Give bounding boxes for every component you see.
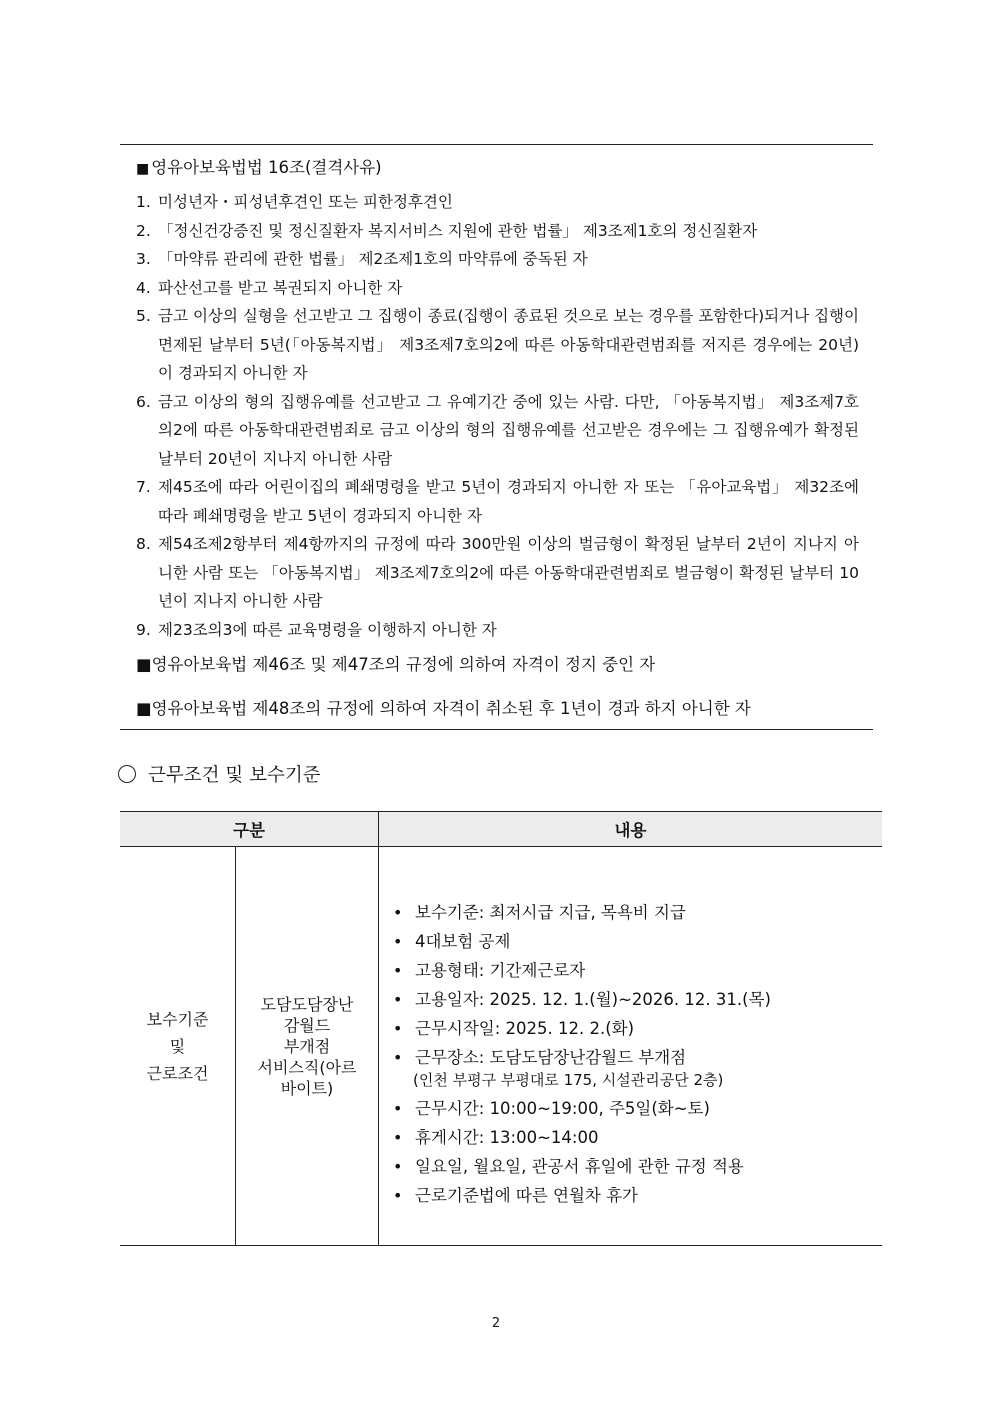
list-item: • 휴게시간: 13:00~14:00 [387, 1123, 881, 1152]
header-category: 구분 [120, 812, 379, 847]
category-cell: 보수기준 및 근로조건 [120, 847, 236, 1246]
bullet-icon: • [393, 1128, 403, 1147]
list-item: • 근로기준법에 따른 연월차 휴가 [387, 1181, 881, 1210]
square-bullet-icon: ■ [136, 161, 150, 177]
revocation-rule: ■영유아보육법 제48조의 규정에 의하여 자격이 취소된 후 1년이 경과 하지 아니한 자 [136, 699, 751, 718]
bullet-icon: • [393, 1186, 403, 1205]
header-content: 내용 [379, 812, 883, 847]
list-item: 5. 금고 이상의 실형을 선고받고 그 집행이 종료(집행이 종료된 것으로 보는 경우를 포함한다)되거나 집행이 면제된 날부터 5년(「아동복지법」 제3조제7호의2에 따른 아동학대관련범죄를 저지른 경우에는 20년)이 경과되지 아니한 자 [136, 307, 859, 382]
suspension-rule: ■영유아보육법 제46조 및 제47조의 규정에 의하여 자격이 정지 중인 자 [136, 655, 656, 674]
bullet-icon: • [393, 1099, 403, 1118]
list-item: 7. 제45조에 따라 어린이집의 폐쇄명령을 받고 5년이 경과되지 아니한 자 또는 「유아교육법」 제32조에 따라 폐쇄명령을 받고 5년이 경과되지 아니한 자 [136, 478, 859, 525]
square-bullet-icon: ■ [136, 699, 152, 718]
list-item: • 고용형태: 기간제근로자 [387, 956, 881, 985]
bullet-icon: • [393, 1048, 403, 1067]
list-item: 6. 금고 이상의 형의 집행유예를 선고받고 그 유예기간 중에 있는 사람. 다만, 「아동복지법」 제3조제7호의2에 따른 아동학대관련범죄로 금고 이상의 형의 집행유예를 선고받은 경우에는 그 집행유예가 확정된 날부터 20년이 지나지 아니한 사람 [136, 392, 859, 468]
position-cell: 도담도담장난 감월드 부개점 서비스직(아르 바이트) [236, 847, 379, 1246]
bullet-icon: • [393, 903, 403, 922]
list-item: • 고용일자: 2025. 12. 1.(월)~2026. 12. 31.(목) [387, 985, 881, 1014]
list-item: • 근무시작일: 2025. 12. 2.(화) [387, 1014, 881, 1043]
disqualification-box [120, 144, 873, 730]
list-item: • 보수기준: 최저시급 지급, 목욕비 지급 [387, 898, 881, 927]
conditions-table [120, 811, 882, 1246]
page-number: 2 [491, 1316, 501, 1331]
bullet-icon: • [393, 1157, 403, 1176]
table-row [120, 847, 882, 1246]
location-detail: (인천 부평구 부평대로 175, 시설관리공단 2층) [413, 1071, 724, 1089]
disqualification-heading: ■ 영유아보육법법 16조(결격사유) [136, 158, 382, 177]
bullet-icon: • [393, 961, 403, 980]
list-item: • 근무시간: 10:00~19:00, 주5일(화~토) [387, 1094, 881, 1123]
list-item: 8. 제54조제2항부터 제4항까지의 규정에 따라 300만원 이상의 벌금형이 확정된 날부터 2년이 지나지 아니한 사람 또는 「아동복지법」 제3조제7호의2에 따른 아동학대관련범죄로 벌금형이 확정된 날부터 10년이 지나지 아니한 사람 [136, 535, 859, 610]
content-cell [379, 847, 883, 1246]
list-item: 2. 「정신건강증진 및 정신질환자 복지서비스 지원에 관한 법률」 제3조제1호의 정신질환자 [136, 221, 758, 240]
section-title: 근무조건 및 보수기준 [118, 762, 321, 790]
bullet-icon: • [393, 1019, 403, 1038]
table-header-row [120, 812, 882, 847]
list-item: • 일요일, 월요일, 관공서 휴일에 관한 규정 적용 [387, 1152, 881, 1181]
bullet-icon: • [393, 990, 403, 1009]
list-item: • 근무장소: 도담도담장난감월드 부개점 [387, 1043, 881, 1072]
list-item: • 4대보험 공제 [387, 927, 881, 956]
conditions-list [387, 882, 881, 1210]
circle-icon [118, 765, 136, 783]
list-item: 4. 파산선고를 받고 복권되지 아니한 자 [136, 278, 403, 297]
disqualification-list [120, 188, 873, 644]
list-item: 1. 미성년자・피성년후견인 또는 피한정후견인 [136, 193, 453, 211]
list-item: 9. 제23조의3에 따른 교육명령을 이행하지 아니한 자 [136, 620, 497, 639]
bullet-icon: • [393, 932, 403, 951]
square-bullet-icon: ■ [136, 655, 152, 674]
list-item: 3. 「마약류 관리에 관한 법률」 제2조제1호의 마약류에 중독된 자 [136, 250, 588, 268]
